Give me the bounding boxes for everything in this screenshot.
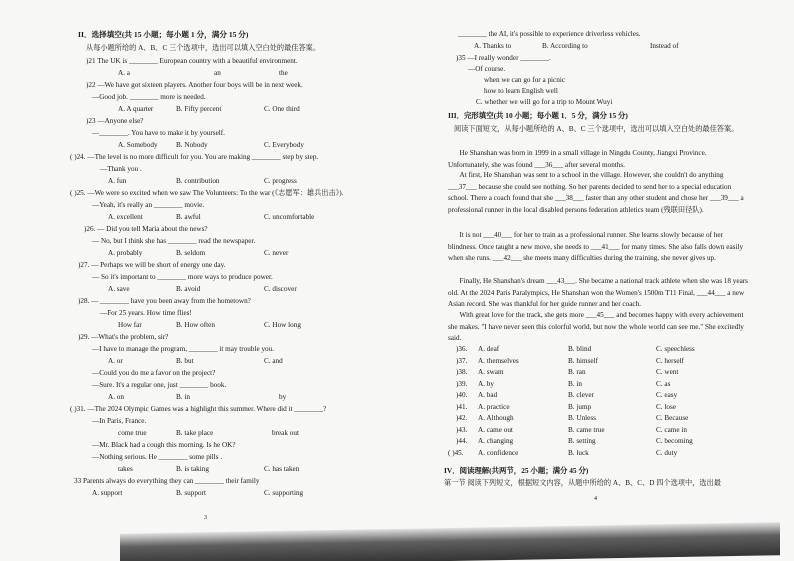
option-c: C. speechless [656,345,695,353]
question-text: —Yeah, it's really an ________ movie. [92,201,205,209]
option-b: B. Fifty percent [176,105,222,113]
option-b: B. take place [176,429,214,437]
question-text: —In Paris, France. [92,417,147,425]
question-23: )23 —Anyone else? [86,117,144,125]
option-c: break out [272,429,299,437]
option-a: A. came out [478,425,513,434]
option-b: B. support [176,489,206,497]
section-title: III．完形填空(共 10 小题；每小题 1．5 分，满分 15 分) [448,111,628,120]
option-a: A. excellent [108,213,143,221]
option-c: C. whether we will go for a trip to Mount Wuyi [476,98,613,106]
option-a: A. bad [478,391,498,399]
left-page [64,0,444,528]
option-a: A. practice [478,402,510,411]
question-number: )43. [456,425,468,434]
passage-paragraph: He Shanshan was born in 1999 in a small village in Ningdu County, Jiangxi Province. Unfortunately, she was found ___36___ after several months. [448,149,707,169]
option-b: B. awful [176,213,201,221]
option-a: A. fun [108,177,127,185]
option-c: C. Because [656,414,689,422]
option-a: A. or [108,357,123,365]
option-c: C. has taken [264,465,300,473]
question-number: )36. [456,345,468,353]
option-c: C. progress [264,177,297,185]
section-subtitle: 第一节 阅读下列短文，根据短文内容，从题中所给的 A、B、C、D 四个选项中，选出最 [444,479,721,487]
option-a: when we can go for a picnic [484,76,566,84]
option-b: B. jump [568,402,592,411]
option-b: B. blind [568,345,592,353]
option-c: C. as [656,379,671,388]
option-b: B. himself [568,356,598,365]
option-b: B. clever [568,391,594,399]
option-b: B. seldom [176,249,206,257]
page-number: 4 [594,496,597,502]
question-text: ________ the AI, it's possible to experience driverless vehicles. [458,30,641,38]
option-a: A. on [108,393,124,401]
question-text: —Of course. [468,65,506,73]
option-a: takes [118,465,133,473]
question-number: )42. [456,414,468,422]
option-a: A. save [108,285,130,293]
section-title: II．选择填空(共 15 小题；每小题 1 分，满分 15 分) [78,30,249,39]
option-c: the [279,69,288,77]
option-c: C. went [656,368,679,376]
question-33: 33 Parents always do everything they can ________ their family [74,477,260,485]
question-number: )39. [456,379,468,388]
option-b: B. setting [568,437,596,445]
option-b: B. came true [568,425,605,434]
option-c: C. supporting [264,489,304,497]
question-number: )41. [456,402,468,411]
option-a: A. confidence [478,448,519,457]
option-c: C. herself [656,356,684,365]
question-26: )26. — Did you tell Maria about the news? [84,225,208,233]
option-b: B. Nobody [176,141,208,149]
option-b: how to learn English well [484,87,558,95]
option-a: A. swam [478,368,504,376]
question-27: )27. — Perhaps we will be short of energy one day. [78,261,226,269]
option-b: B. contribution [176,177,220,185]
section-title: IV．阅读理解(共两节，25 小题；满分 45 分) [444,466,589,475]
option-b: B. How often [176,321,215,329]
option-b: B. in [568,379,582,388]
option-c: C. Everybody [264,141,304,149]
option-a: A. deaf [478,345,500,353]
option-a: A. A quarter [118,105,154,113]
option-a: A. themselves [478,356,519,365]
question-text: —I have to manage the program, ________ it may trouble you. [92,345,275,353]
question-number: )37. [456,356,468,365]
passage-paragraph: With great love for the track, she gets more ___45___ and becomes happy with every achievement she makes. "I have never seen this colorful world, but now the whole world can see me." She excitedly said. [448,311,744,343]
question-29: )29. —What's the problem, sir? [78,333,169,341]
question-text: —Nothing serious. He ________ some pills . [92,453,223,461]
option-c: C. duty [656,448,678,457]
passage-paragraph: Finally, He Shanshan's dream ___43___. She became a national track athlete when she was 18 years old. At the 2024 Paris Paralympics, He Shanshan won the Women's 1500m T11 Final, ___44___ a new Asian record. She was thankful for her guide runner and her coach. [448,277,748,309]
question-number: )40. [456,391,468,399]
option-c: C. never [264,249,289,257]
option-b: B. luck [568,448,589,457]
option-a: A. Although [478,414,514,422]
question-31: ( )31. —The 2024 Olympic Games was a highlight this summer. Where did it ________? [70,405,327,413]
question-35: )35 —I really wonder ________. [456,54,551,62]
question-text: —Good job. ________ more is needed. [92,93,206,101]
option-b: B. Unless [568,414,596,422]
option-a: A. a [118,69,130,77]
question-22: )22 —We have got sixteen players. Another four boys will be in next week. [86,81,303,89]
passage-paragraph: It is not ___40___ for her to train as a professional runner. She learns slowly because of her blindness. Once taught a new move, she needs to ___41___ for many times. She also falls down easily when she runs. ___42___ she meets many difficulties during the training, she never gives up. [448,231,744,263]
passage-paragraph: At first, He Shanshan was sent to a school in the village. However, she couldn't do anything ___37___ because she could see nothing. So her parents decided to send her to a special education school. There a coach found that she ___38___ faster than any other student and chose her ___39___ a professional runner in the local disabled persons federation athletics team (残联田径队). [448,171,744,214]
question-number: ( )45. [448,448,464,457]
option-a: A. probably [108,249,143,257]
instruction: 从每小题所给的 A、B、C 三个选项中，选出可以填入空白处的最佳答案。 [86,44,321,52]
question-number: )44. [456,437,468,445]
option-a: come true [118,429,147,437]
option-c: C. lose [656,402,676,411]
right-page [444,0,752,528]
question-25: ( )25. —We were so excited when we saw The Volunteers: To the war (《志愿军：雄兵出击》). [70,189,344,197]
question-text: —Could you do me a favor on the project? [92,369,216,377]
option-b: B. in [176,393,190,401]
option-c: C. becoming [656,437,693,445]
option-b: B. According to [542,42,588,50]
option-a: A. changing [478,437,514,445]
option-c: C. One third [264,105,300,113]
question-text: —Sure. It's a regular one, just ________ book. [92,381,227,389]
option-c: by [279,393,287,401]
question-21: )21 The UK is ________ European country with a beautiful environment. [86,57,298,65]
question-text: — No, but I think she has ________ read the newspaper. [92,237,256,245]
option-b: B. avoid [176,285,201,293]
option-c: C. came in [656,425,687,434]
option-b: B. but [176,357,194,365]
option-c: C. discover [264,285,297,293]
question-number: )38. [456,368,468,376]
question-text: —________. You have to make it by yourself. [92,129,225,137]
question-text: —Thank you . [100,165,142,173]
instruction: 阅读下面短文，从每小题所给的 A、B、C 三个选项中，选出可以填入空白处的最佳答案。 [454,125,739,133]
option-a: A. support [92,489,123,497]
option-c: C. How long [264,321,301,329]
question-24: ( )24. —The level is no more difficult for you. You are making ________ step by step. [70,153,319,161]
option-c: Instead of [650,42,679,50]
option-a: How far [118,321,142,329]
option-c: C. and [264,357,283,365]
option-a: A. Thanks to [474,42,512,50]
option-b: B. is taking [176,465,209,473]
question-text: —For 25 years. How time flies! [100,309,192,317]
option-b: B. ran [568,368,586,376]
page-number: 3 [204,515,207,521]
option-a: A. Somebody [118,141,158,149]
option-c: C. uncomfortable [264,213,315,221]
question-28: )28. — ________ have you been away from the hometown? [78,297,251,305]
question-text: — So it's important to ________ more ways to produce power. [92,273,273,281]
option-c: C. easy [656,391,678,399]
question-text: —Mr. Black had a cough this morning. Is he OK? [92,441,236,449]
option-b: an [214,69,221,77]
option-a: A. by [478,379,494,388]
scan-shadow [120,522,780,561]
